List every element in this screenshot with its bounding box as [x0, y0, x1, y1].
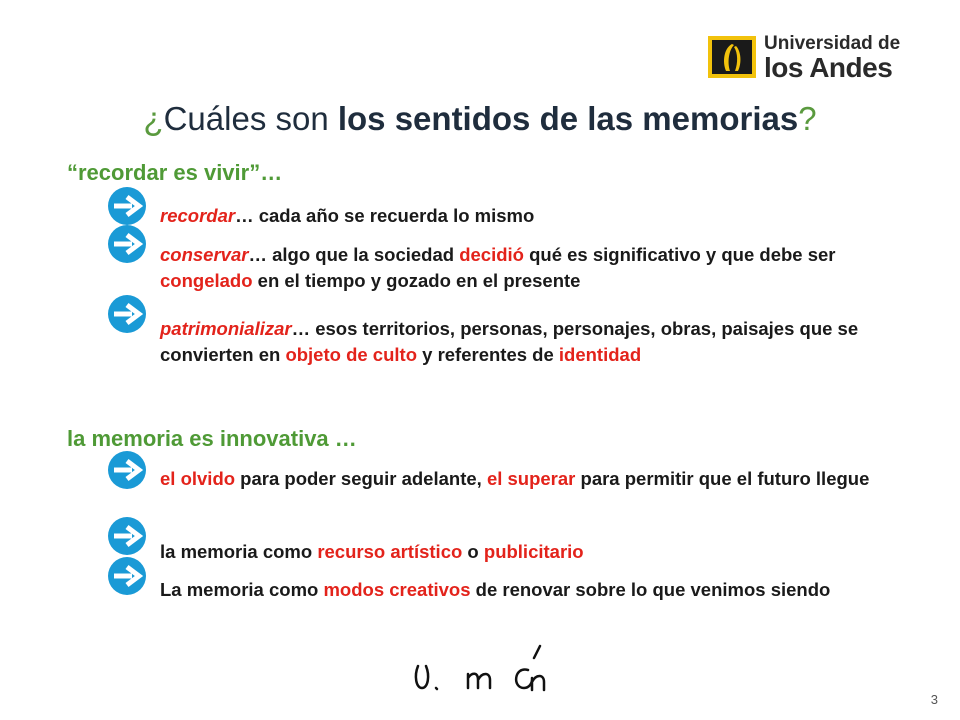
- bullet-text: … algo que la sociedad: [248, 244, 460, 265]
- bullet-text: la memoria como: [160, 541, 318, 562]
- section-heading-innovativa: la memoria es innovativa …: [67, 426, 357, 451]
- section-heading-recordar: “recordar es vivir”…: [67, 160, 283, 185]
- logo-line-1: Universidad de: [764, 33, 901, 54]
- right-arrow-circle-icon: [107, 186, 147, 226]
- highlight-el-superar: el superar: [486, 468, 576, 489]
- bullet-conservar: [160, 242, 900, 294]
- title-bold: los sentidos de las memorias: [337, 100, 799, 137]
- title-open-question: ¿: [143, 100, 164, 137]
- title-close-question: ?: [798, 100, 817, 137]
- bullet-text: para poder seguir adelante,: [235, 468, 487, 489]
- title-part-1: Cuáles son: [163, 100, 338, 137]
- highlight-publicitario: publicitario: [483, 541, 584, 562]
- logo-line-2: los Andes: [764, 52, 893, 83]
- bullet-recordar: [160, 203, 900, 229]
- university-logo: [708, 33, 901, 86]
- term-patrimonializar: patrimonializar: [160, 318, 292, 339]
- logo-wordmark: [764, 34, 900, 82]
- logo-emblem-icon: [708, 36, 756, 78]
- term-conservar: conservar: [160, 244, 249, 265]
- bullet-olvido: [160, 466, 900, 492]
- bullet-text: La memoria como: [160, 579, 324, 600]
- right-arrow-circle-icon: [107, 516, 147, 556]
- highlight-recurso-artistico: recurso artístico: [317, 541, 463, 562]
- bullet-patrimonializar: [160, 316, 900, 368]
- right-arrow-circle-icon: [107, 224, 147, 264]
- page-number: 3: [930, 692, 938, 707]
- bullet-text: para permitir que el futuro llegue: [575, 468, 870, 489]
- term-recordar: recordar: [160, 205, 236, 226]
- highlight-identidad: identidad: [558, 344, 642, 365]
- bullet-recurso: [160, 539, 900, 565]
- highlight-el-olvido: el olvido: [160, 468, 236, 489]
- right-arrow-circle-icon: [107, 294, 147, 334]
- slide-title: [0, 100, 960, 138]
- bullet-text: en el tiempo y gozado en el presente: [252, 270, 581, 291]
- highlight-congelado: congelado: [160, 270, 253, 291]
- right-arrow-circle-icon: [107, 556, 147, 596]
- bullet-modos: [160, 577, 900, 603]
- bullet-text: y referentes de: [417, 344, 559, 365]
- bullet-text: qué es significativo y que debe ser: [523, 244, 836, 265]
- right-arrow-circle-icon: [107, 450, 147, 490]
- bullet-text: o: [462, 541, 484, 562]
- handwritten-signature: [410, 636, 610, 696]
- bullet-text: … cada año se recuerda lo mismo: [235, 205, 535, 226]
- bullet-text: … esos territorios, personas, personajes, obras, paisajes que se convierten en: [160, 318, 859, 365]
- bullet-text: de renovar sobre lo que venimos siendo: [470, 579, 831, 600]
- highlight-modos-creativos: modos creativos: [323, 579, 471, 600]
- highlight-decidio: decidió: [459, 244, 524, 265]
- highlight-objeto-de-culto: objeto de culto: [285, 344, 417, 365]
